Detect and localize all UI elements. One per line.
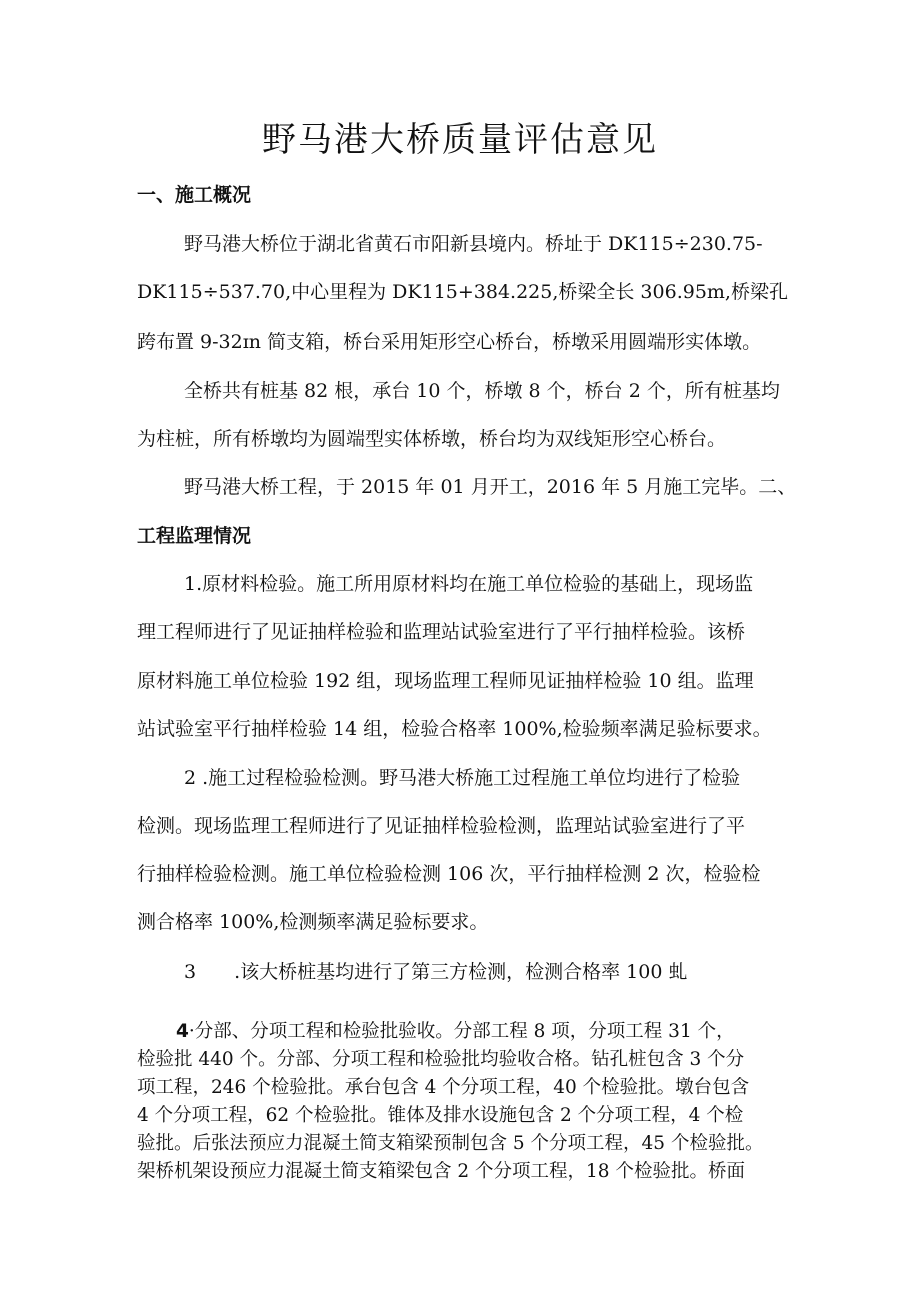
paragraph-line: 原材料施工单位检验 192 组，现场监理工程师见证抽样检验 10 组。监理 [137, 670, 754, 692]
paragraph-line: 验批。后张法预应力混凝土简支箱梁预制包含 5 个分项工程，45 个检验批。 [137, 1133, 764, 1154]
paragraph-line: 3 .该大桥桩基均进行了第三方检测，检测合格率 100 虬 [184, 961, 688, 983]
paragraph-line: 检测。现场监理工程师进行了见证抽样检验检测，监理站试验室进行了平 [137, 815, 746, 837]
section-heading-construction-overview: 一、施工概况 [137, 184, 252, 206]
paragraph-line: 行抽样检验检测。施工单位检验检测 106 次，平行抽样检测 2 次，检验检 [137, 863, 761, 885]
document-title: 野马港大桥质量评估意见 [262, 120, 658, 160]
paragraph-line: 野马港大桥工程，于 2015 年 01 月开工，2016 年 5 月施工完毕。二、 [184, 476, 797, 498]
section-heading-supervision: 工程监理情况 [137, 525, 252, 547]
paragraph-line: 测合格率 100%,检测频率满足验标要求。 [137, 911, 489, 933]
item-text: ·分部、分项工程和检验批验收。分部工程 8 项，分项工程 31 个， [188, 1021, 735, 1042]
paragraph-line: 4 个分项工程，62 个检验批。锥体及排水设施包含 2 个分项工程，4 个检 [137, 1105, 744, 1126]
paragraph-line: 跨布置 9-32ɪn 简支箱，桥台采用矩形空心桥台，桥墩采用圆端形实体墩。 [137, 331, 762, 353]
paragraph-line: 架桥机架设预应力混凝土简支箱梁包含 2 个分项工程，18 个检验批。桥面 [137, 1161, 745, 1182]
paragraph-line: 检验批 440 个。分部、分项工程和检验批均验收合格。钻孔桩包含 3 个分 [137, 1049, 745, 1070]
paragraph-line [176, 1017, 735, 1043]
paragraph-line: 1.原材料检验。施工所用原材料均在施工单位检验的基础上，现场监 [184, 573, 754, 595]
item-number: 4 [176, 1021, 189, 1042]
paragraph-line: 2 .施工过程检验检测。野马港大桥施工过程施工单位均进行了检验 [184, 767, 741, 789]
paragraph-line: 全桥共有桩基 82 根，承台 10 个，桥墩 8 个，桥台 2 个，所有桩基均 [184, 380, 780, 402]
paragraph-line: 理工程师进行了见证抽样检验和监理站试验室进行了平行抽样检验。该桥 [137, 621, 746, 643]
paragraph-line: 野马港大桥位于湖北省黄石市阳新县境内。桥址于 DK115÷230.75- [184, 233, 763, 255]
paragraph-line: 为柱桩，所有桥墩均为圆端型实体桥墩，桥台均为双线矩形空心桥台。 [137, 428, 727, 450]
paragraph-line: 站试验室平行抽样检验 14 组，检验合格率 100%,检验频率满足验标要求。 [137, 718, 772, 740]
paragraph-line: DK115÷537.70,中心里程为 DK115+384.225,桥梁全长 306.95m,桥梁孔 [137, 281, 788, 303]
paragraph-line: 项工程，246 个检验批。承台包含 4 个分项工程，40 个检验批。墩台包含 [137, 1077, 750, 1098]
